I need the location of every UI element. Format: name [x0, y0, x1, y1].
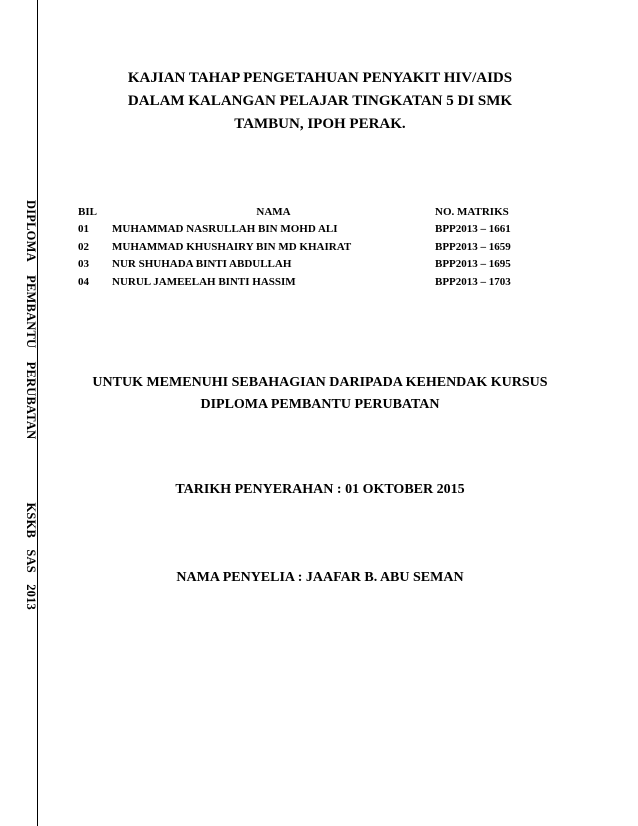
- cell-matriks: BPP2013 – 1659: [435, 240, 511, 253]
- table-row: [78, 221, 538, 239]
- header-matriks: NO. MATRIKS: [435, 205, 509, 218]
- spine-session-label: [24, 494, 39, 610]
- members-table: [78, 203, 538, 291]
- purpose-line: UNTUK MEMENUHI SEBAHAGIAN DARIPADA KEHENDAK KURSUS: [92, 375, 548, 390]
- header-nama: NAMA: [256, 205, 291, 218]
- purpose-statement: [60, 372, 580, 416]
- spine-word: DIPLOMA: [24, 200, 39, 262]
- cell-nama: NURUL JAMEELAH BINTI HASSIM: [112, 275, 296, 288]
- cell-bil: 03: [78, 258, 89, 271]
- submission-date: TARIKH PENYERAHAN : 01 OKTOBER 2015: [175, 482, 465, 497]
- header-bil: BIL: [78, 205, 97, 218]
- spine-word: 2013: [24, 584, 39, 610]
- table-row: [78, 256, 538, 274]
- table-row: [78, 238, 538, 256]
- cell-matriks: BPP2013 – 1661: [435, 223, 511, 236]
- title-line: TAMBUN, IPOH PERAK.: [234, 116, 406, 132]
- spine-label: [21, 200, 41, 610]
- cell-nama: MUHAMMAD KHUSHAIRY BIN MD KHAIRAT: [112, 240, 352, 253]
- spine-word: SAS: [24, 549, 39, 573]
- supervisor-name: NAMA PENYELIA : JAAFAR B. ABU SEMAN: [176, 570, 464, 585]
- cell-nama: NUR SHUHADA BINTI ABDULLAH: [112, 258, 292, 271]
- cell-bil: 01: [78, 223, 89, 236]
- spine-word: PERUBATAN: [24, 361, 39, 440]
- spine-word: PEMBANTU: [24, 275, 39, 349]
- title-line: KAJIAN TAHAP PENGETAHUAN PENYAKIT HIV/AIDS: [127, 70, 513, 86]
- cell-matriks: BPP2013 – 1703: [435, 275, 511, 288]
- cell-matriks: BPP2013 – 1695: [435, 258, 511, 271]
- spine-program-label: [24, 200, 39, 449]
- members-table-header: [78, 203, 538, 221]
- cell-nama: MUHAMMAD NASRULLAH BIN MOHD ALI: [112, 223, 338, 236]
- title-line: DALAM KALANGAN PELAJAR TINGKATAN 5 DI SMK: [127, 93, 513, 109]
- cell-bil: 04: [78, 275, 89, 288]
- purpose-line: DIPLOMA PEMBANTU PERUBATAN: [200, 397, 440, 412]
- document-title: [60, 67, 580, 136]
- cell-bil: 02: [78, 240, 89, 253]
- table-row: [78, 273, 538, 291]
- spine-word: KSKB: [24, 502, 39, 538]
